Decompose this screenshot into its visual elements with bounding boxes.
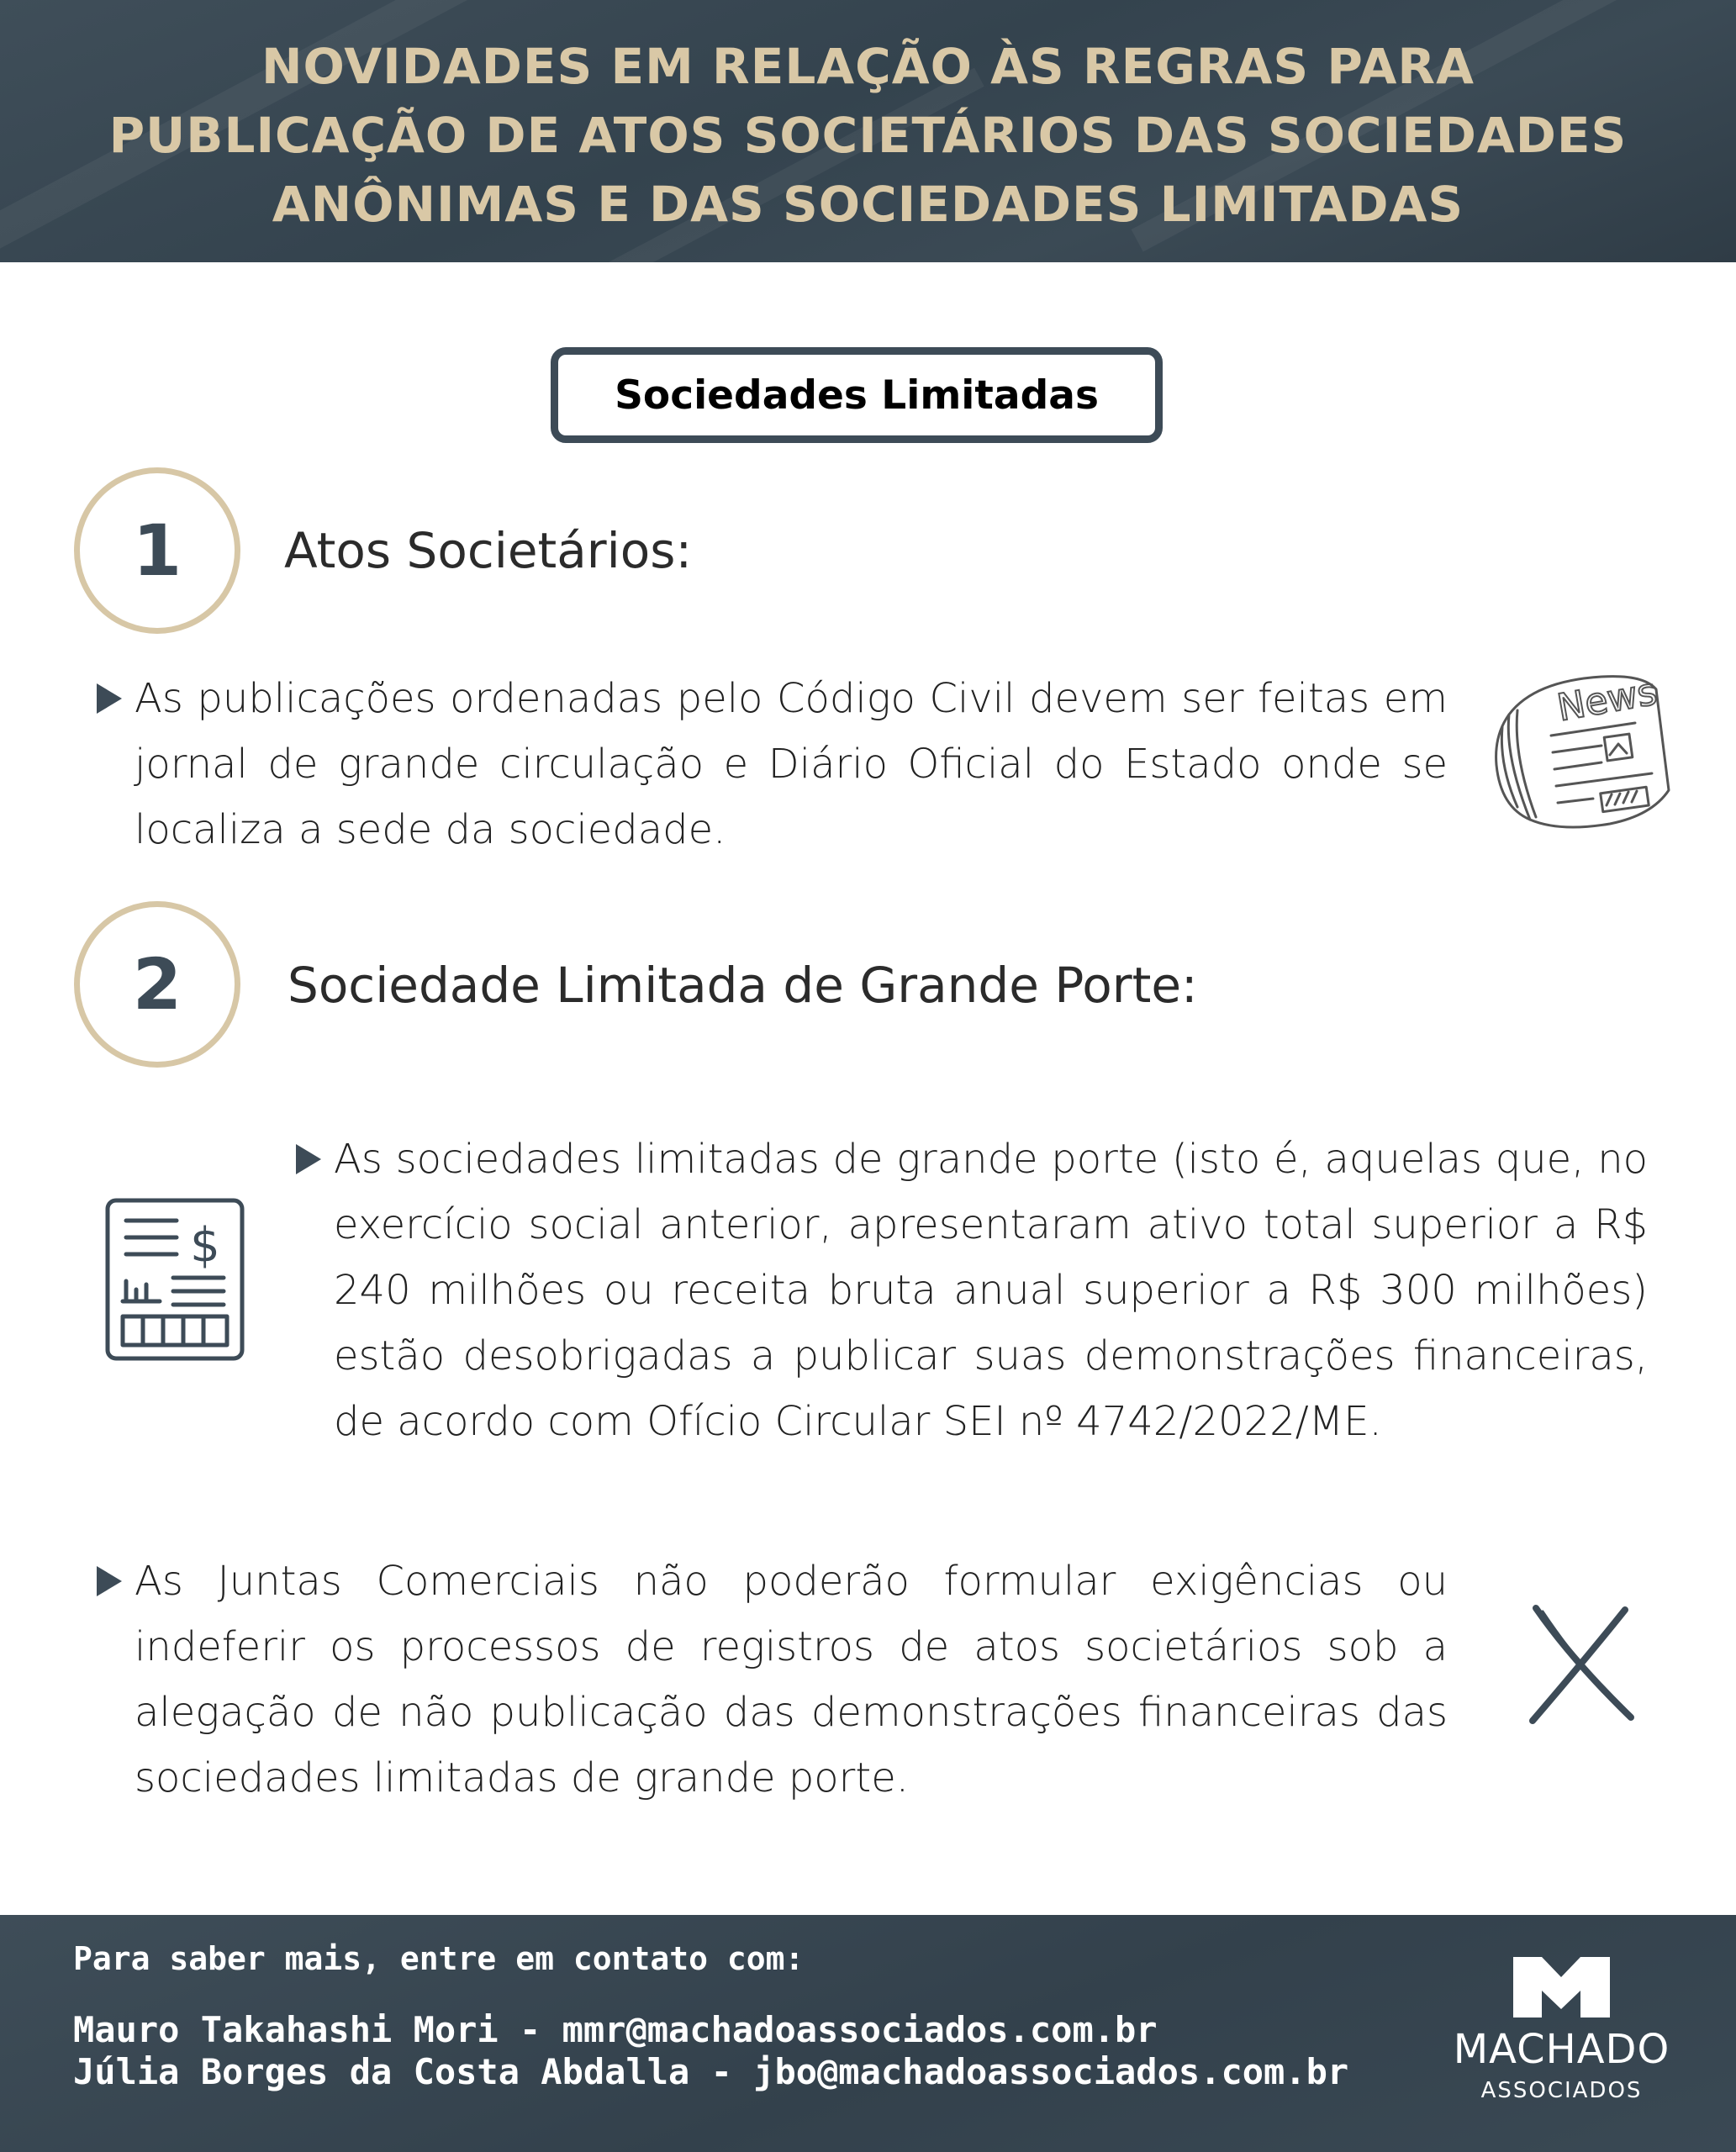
footer-intro: Para saber mais, entre em contato com: xyxy=(73,1940,805,1977)
financial-report-icon xyxy=(104,1197,245,1362)
item-1-heading: Atos Societários: xyxy=(284,522,693,579)
number-badge-2 xyxy=(74,901,240,1068)
number-2: 2 xyxy=(132,943,182,1026)
header-banner xyxy=(0,0,1736,262)
logo-name: MACHADO xyxy=(1453,2026,1670,2073)
number-1: 1 xyxy=(132,509,182,592)
svg-text:$: $ xyxy=(190,1218,220,1273)
number-badge-1 xyxy=(74,467,240,634)
logo-subtitle: ASSOCIADOS xyxy=(1480,2078,1643,2103)
item-1-bullet-text: As publicações ordenadas pelo Código Civil devem ser feitas em jornal de grande circulação e Diário Oficial do Estado onde se localiza a sede da sociedade. xyxy=(135,675,1448,853)
juntas-bullet-text: As Juntas Comerciais não poderão formular exigências ou indeferir os processos de registros de atos societários sob a alegação de não publicação das demonstrações financeiras das sociedades limitadas de grande porte. xyxy=(135,1558,1448,1801)
footer-contact-2: Júlia Borges da Costa Abdalla - jbo@machadoassociados.com.br xyxy=(73,2051,1349,2092)
footer-contact-1: Mauro Takahashi Mori - mmr@machadoassociados.com.br xyxy=(73,2009,1158,2050)
bullet-arrow-icon xyxy=(97,683,122,714)
newspaper-icon-label: News xyxy=(1554,670,1660,731)
bullet-arrow-icon xyxy=(296,1144,321,1174)
x-mark-icon xyxy=(1526,1601,1639,1726)
page-title: NOVIDADES EM RELAÇÃO ÀS REGRAS PARA PUBLICAÇÃO DE ATOS SOCIETÁRIOS DAS SOCIEDADES ANÔNIMAS E DAS SOCIEDADES LIMITADAS xyxy=(108,38,1628,233)
machado-logo-icon xyxy=(1513,1957,1610,2018)
section-title: Sociedades Limitadas xyxy=(615,372,1099,419)
footer-banner xyxy=(0,1915,1736,2152)
item-2-heading: Sociedade Limitada de Grande Porte: xyxy=(288,957,1198,1014)
bullet-arrow-icon xyxy=(97,1566,122,1596)
item-2-bullet-text: As sociedades limitadas de grande porte (isto é, aquelas que, no exercício social anterior, apresentaram ativo total superior a R$ 240 milhões ou receita bruta anual superior a R$ 300 milhões) estão desobrigadas a publicar suas demonstrações financeiras, de acordo com Ofício Circular SEI nº 4742/2022/ME. xyxy=(334,1136,1648,1445)
section-title-box xyxy=(551,347,1163,443)
newspaper-icon xyxy=(1484,664,1677,849)
